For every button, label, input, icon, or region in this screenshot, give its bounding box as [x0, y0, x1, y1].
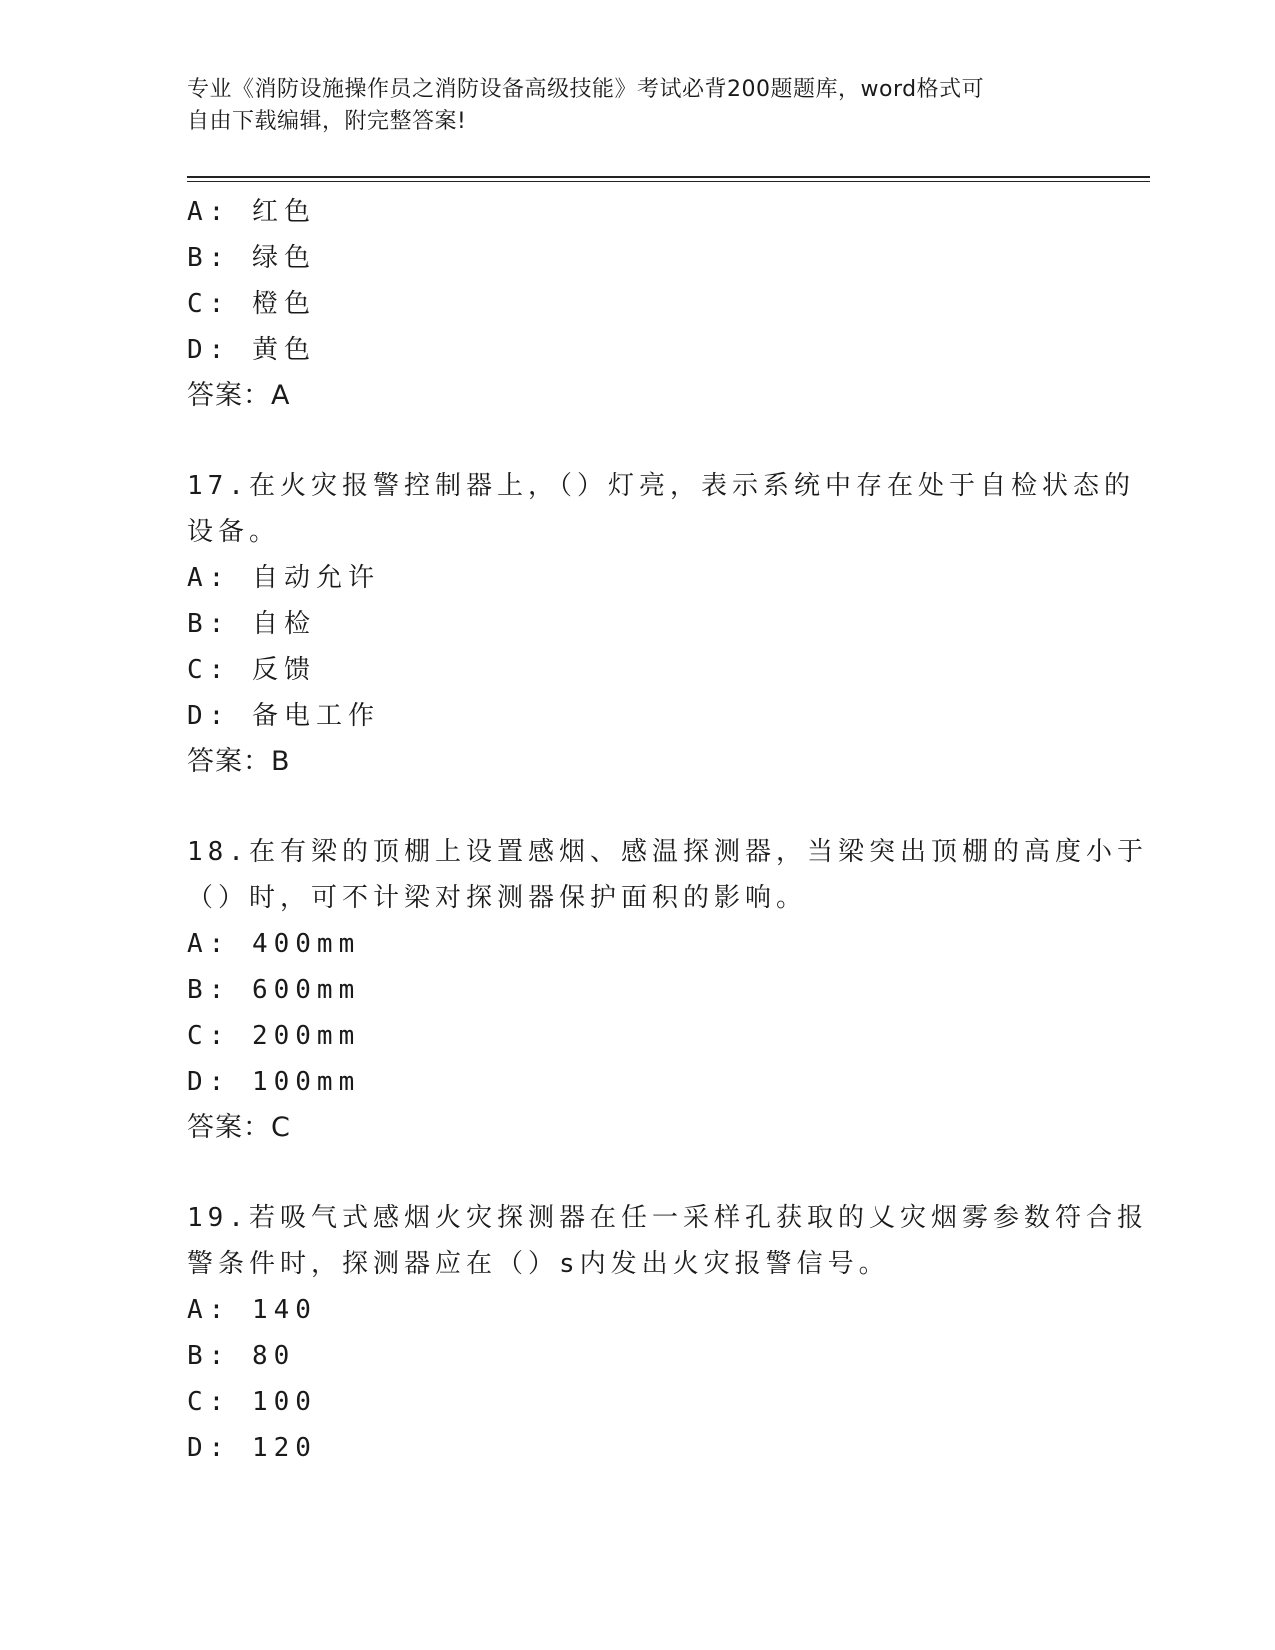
header-line-1: 专业《消防设施操作员之消防设备高级技能》考试必背200题题库，word格式可 — [187, 77, 985, 102]
option-c: C: 200mm — [187, 1021, 361, 1051]
stem-line-1: 17.在火灾报警控制器上，（）灯亮，表示系统中存在处于自检状态的 — [187, 471, 1135, 501]
question-stem — [187, 463, 1135, 555]
stem-line-1: 19.若吸气式感烟火灾探测器在任一采样孔获取的乂灾烟雾参数符合报 — [187, 1203, 1148, 1233]
stem-line-2: （）时，可不计梁对探测器保护面积的影响。 — [187, 883, 808, 913]
option-a: A: 自动允许 — [187, 563, 380, 593]
stem-line-1: 18.在有梁的顶棚上设置感烟、感温探测器，当梁突出顶棚的高度小于 — [187, 837, 1148, 867]
stem-line-2: 警条件时，探测器应在（）s内发出火灾报警信号。 — [187, 1249, 890, 1279]
option-b: B: 600mm — [187, 975, 361, 1005]
option-b: B: 80 — [187, 1341, 296, 1371]
option-c: C: 反馈 — [187, 655, 316, 685]
header-line-2: 自由下载编辑，附完整答案! — [187, 109, 467, 134]
option-a: A: 400mm — [187, 929, 361, 959]
answer-line: 答案：B — [187, 746, 291, 777]
header-divider-thin — [187, 181, 1150, 182]
question-18 — [187, 829, 1148, 1151]
option-d: D: 100mm — [187, 1067, 361, 1097]
answer-line: 答案：C — [187, 1112, 291, 1143]
question-stem — [187, 829, 1148, 921]
question-19 — [187, 1195, 1148, 1471]
document-header — [187, 74, 1067, 138]
header-divider-thick — [187, 176, 1150, 178]
question-list — [187, 189, 1148, 1471]
question-16-tail — [187, 189, 1087, 419]
option-a: A: 红色 — [187, 197, 316, 227]
option-c: C: 橙色 — [187, 289, 316, 319]
option-a: A: 140 — [187, 1295, 317, 1325]
answer-line: 答案：A — [187, 380, 291, 411]
option-d: D: 120 — [187, 1433, 317, 1463]
option-d: D: 黄色 — [187, 335, 316, 365]
question-17 — [187, 463, 1135, 785]
option-d: D: 备电工作 — [187, 701, 380, 731]
option-b: B: 绿色 — [187, 243, 316, 273]
stem-line-2: 设备。 — [187, 517, 281, 547]
option-c: C: 100 — [187, 1387, 317, 1417]
option-b: B: 自检 — [187, 609, 316, 639]
question-stem — [187, 1195, 1148, 1287]
